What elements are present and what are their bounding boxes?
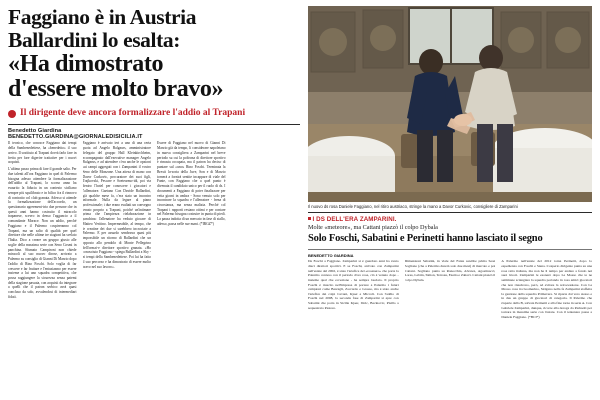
secondary-kicker bbox=[308, 216, 592, 223]
paragraph: A Palermo nell'estate del 2012 torna Perinetti, dopo lo espedienza con Foschi e Siena. L'esperto dirigente punta su una rosa ratta italiana, ma non ha il tempo per andare a fondo nei suoi lavori. Zamparini le esonerò dopo Le Mosso che te ne settimane sciangiare la squadra portando in rosa amici giocatori che non riuscirono, però, ad evitare la retrocessione. Con La Mosso cosa tra boomerino, Sirigano nella fa Zamparini staffetta la gestione della squadra Primavera. Si riparte dal vero stesso e in dus un gruppo di giocatori di categoria. Il Palermo che risparte dalla B, salvata Perinetti e alla fine torna in serie A. Con Gabriele Zamparini, dunque, ricorre alla deroga da Perinetti per tornare in massima serie con l'estate. Con il tentenare passa a Daniele Faggiano. (*BCI*) bbox=[501, 259, 592, 319]
subheadline: Il dirigente deve ancora formalizzare l'addio al Trapani bbox=[20, 108, 246, 119]
headline-line-4: d'essere molto bravo» bbox=[8, 76, 224, 102]
article-body bbox=[8, 141, 300, 396]
byline-name: Benedetto Giardina bbox=[8, 128, 62, 135]
secondary-article-body bbox=[308, 259, 592, 396]
body-column-2 bbox=[83, 141, 152, 396]
right-column bbox=[308, 6, 592, 396]
secondary-headline: Solo Foschi, Sabatini e Perinetti hanno lasciato il segno bbox=[308, 233, 543, 245]
bullet-dot-icon bbox=[8, 110, 16, 118]
body-column-3 bbox=[157, 141, 226, 396]
secondary-kicker-text: I DS DELL'ERA ZAMPARINI. bbox=[312, 216, 397, 224]
main-article bbox=[8, 6, 300, 396]
paragraph: L'ultimo passo prima di fare il grande salto. Per due talenti all'ora Faggiano in quel di Palermo bisogna adesso attendere la formalizzazione dell'addio al Trapani, lo scorso anno ha esaurito la fiducia in un contesto siciliano sempre più squilibrato e in bilico fra il rinnovo di contratto col club granata. Adesso si attende la formalizzazione dell'accordo, un questionario agreement-trio due persone che in questi anni hanno costruito il miracolo trapanese, scevro in denso l'aggancio a il comandante Morace. Non un addio, perché Faggiano e il Palermo cospireranno col Trapani, ma un salto di qualità per quel direttore che nelle ultime tre stagioni ha svelato l'Italia. Dico a creare un gruppo giusto alle soglie della massima serie con Seno Cosmi in panchina. Sfumato Campironi non chiede miracoli al suo nuovo dirose, arrivato a Palermo su consiglio di Gianni Di Marzio dopo l'addio di Rino Foschi. Solo voglia di far crescere e far fruttare e l'entusiasmo per essere insieme a lui uno squadra competitiva, che possa raggiungere la sicurezza senza patemi della stagione passata, con acquisti da integrare a quelli che il patron serbico avrà quasi concluso da solo, avvalendosi di intermediari fidati. bbox=[8, 167, 77, 299]
body-column-4 bbox=[232, 141, 301, 396]
square-bullet-icon bbox=[308, 217, 311, 220]
paragraph: Essere di Faggiano nel nuovo di Gianni Di Marzio già da tempo, li considerare napoletano in nuova consigliera a Zamparini nel breve periodo su cui la poltrona di direttore sportivo è rimasta occupata, ma il patron ha deciso di puntare sul «uno» Rino Foschi. Terminata la Brexit la-soria della Juve, Son e di Marzio tornerà a fornirà sentite incappare di viale del Fante, con Faggiano che a quel punto è divenuta il candidato unico per il ruolo di ds. I documenti a Faggiano di poter finalizzare per vetta giorni in ombra - Sono venuto solo per incontrare la squadra e l'allenatore - frena di circostanza, ma senza malizia. Perché col Trapani i rapporti restano ottimi e per contare nel Palermo bisogna costruire in punta di piedi. La pausa indotta di un mercato in fase di stallo, adesso, passa nelle sue mani. (*IRGZ*) bbox=[157, 141, 226, 226]
paragraph: Da Foschi a Faggiano. Zamparini si è guardato anni ha avuto dieci direttori sportivi. E se Foschi, arrivato con Zamparini nell'estate del 2002, è stato l'artefice del «rosanero» che porta la Palermo conteso con il periodo d'oro rosa, ciò è venuto dopo - insieme qual che eccezione - ha sempre lasciato. Il proprio Foschi è riuscito nell'impresa di portare a Palermo i futuri campioni come Barzagli, Zaccardo e Grosso, ma è stato anche l'artefice dei colpi Cavani, Kjaer e Miccoli. Con l'addio di Foschi nel 2008, la seconda fase di Zamparini si apre con Sabatini che porta in Sicilia Kjaer, Ilicic, Bacinovic, Pisillo a sequestrato Pastore. bbox=[308, 259, 399, 310]
secondary-subheadline: Molte «meteore», ma Cattani piazzò il colpo Dybala bbox=[308, 224, 438, 232]
page-title bbox=[8, 6, 300, 102]
divider-thin bbox=[308, 249, 592, 250]
secondary-column-2 bbox=[405, 259, 496, 396]
headline-line-2: Ballardini lo esalta: bbox=[8, 27, 180, 52]
headline-line-3: «Ha dimostrato bbox=[8, 50, 164, 77]
headline-line-1: Faggiano è in Austria bbox=[8, 5, 197, 29]
paragraph: Il tecnico, che conosce Faggiano dai tempi della Sambenedettese, ha «benedetto» il suo arrivo. Il sostituto al Trapani dovrà farlo fare in fretta per fare digerire trattative per i nuovi acquisti. bbox=[8, 141, 77, 165]
divider bbox=[8, 124, 300, 125]
photo-graphic bbox=[308, 6, 592, 202]
paragraph: Dimensioni Sabatini, in viale del Fante sarebbe prima Sean Sogliano (che a Palermo durerà solo due mesi) di mercato e poi Cattani. Sogliano punta su Ranocchia, Alvarez, Agostinacci, Lores, Labrin, Simon, Terrosu, Ezetia e Zahavi. Cattani piazzò il colpo Dybala. bbox=[404, 259, 496, 282]
byline-email: BENEDETTO.GIARDINA@GIORNALEDISICILIA.IT bbox=[8, 134, 143, 141]
body-column-1 bbox=[8, 141, 77, 396]
two-men-handshake-photo bbox=[308, 6, 592, 202]
secondary-column-1 bbox=[308, 259, 399, 396]
secondary-byline: BENEDETTO GIARDINA bbox=[308, 253, 354, 259]
byline bbox=[8, 128, 300, 140]
subheadline-row bbox=[8, 108, 300, 118]
photo-caption: Il nuovo ds rosa Daniele Faggiano, nel ritiro austriaco, stringe la mano a Davor Curkovic, consigliere di Zamparini bbox=[308, 202, 592, 213]
paragraph: Faggiano è arrivato ieri a uno di una certa quota ad Angelo Balgaurs, amministratore delegato del gruppo Hall Kleinkirchheim, accompagnato dall'executive manager Angelo Bulgarus, e ad attendere c'era anche le opzioni sui campi aggregati con i Zampanini il vostro Seno delle Monzone. Una attesa di mano con Davor Curkovic, procuratore dei suoi figli, Trajkovski, Pescare e Soetearmo-idi, poi via dentro l'hotel per conoscere i giocatori e l'allenatore. Gaetano Con Davide Ballardini, già qualche mese fa, c'era stato un incontro informale. Nulla da legare al piano professionale; i due erano esultati un convegno tenuto proprio a Trapani, poiché un'intimare prima che l'ampiezza rielaborazione in panchina: l'allenatore ha veduto giocare di Matteo Veritino. Impermeabile, al tempo, che le creatine dei due si sarebbero incrociate a Palermo. E per assurdo sembrava quasi più impossibile un ritorno di Ballardini che un opposto allo pendolo di Monte Pellegrino dell'ormai-e direttore sportivo granata. «Ho conosciuto Faggiano - spiega Ballardini a Sky - ai tempi della Sambenedettese. Poi lui ha fatto il suo percorso e ha dimostrato di essere molto bravo nel suo lavoro». bbox=[82, 141, 151, 269]
secondary-column-3 bbox=[501, 259, 592, 396]
